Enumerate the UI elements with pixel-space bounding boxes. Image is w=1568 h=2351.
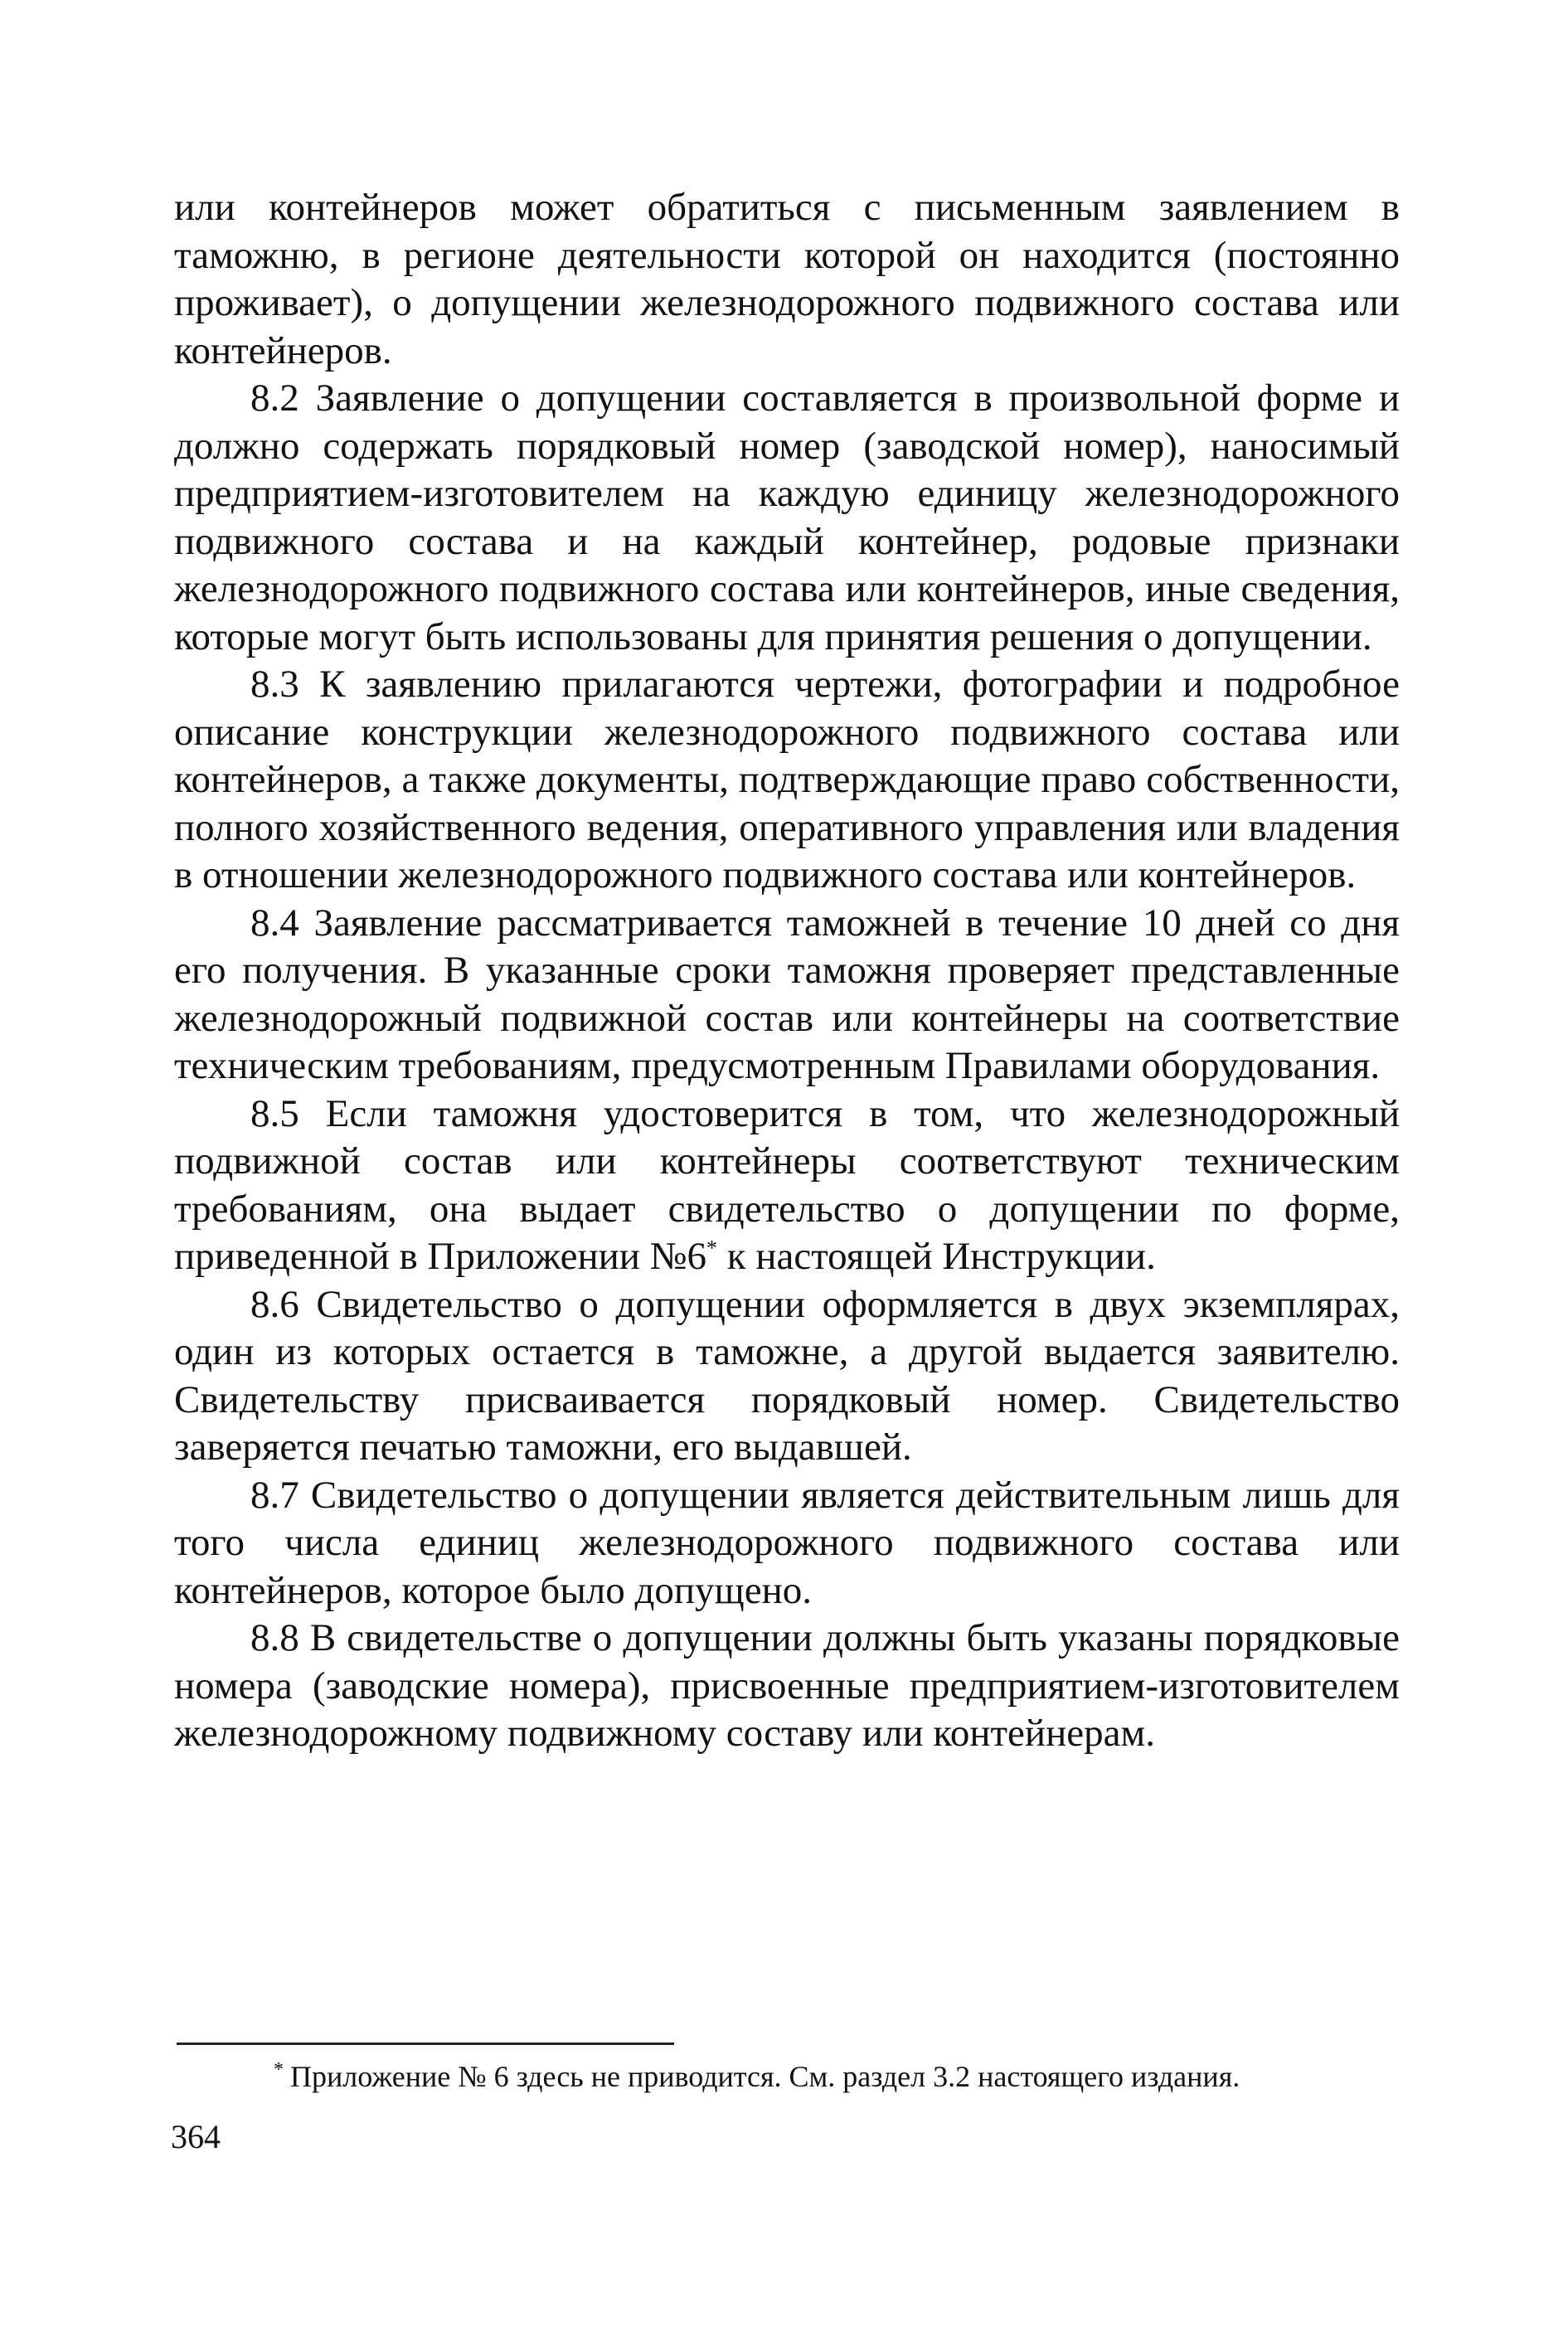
footnote-text: Приложение № 6 здесь не приводится. См. раздел 3.2 настоящего издания. bbox=[290, 2060, 1240, 2093]
paragraph-8-5-text: 8.5 Если таможня удостоверится в том, что железнодорожный подвижной состав или контейнеры соответствуют техническим требованиям, она выдает свидетельство о допущении по форме, приведенной в Приложении №6 bbox=[174, 1091, 1400, 1278]
page-number: 364 bbox=[171, 2118, 221, 2155]
paragraph-8-4: 8.4 Заявление рассматривается таможней в течение 10 дней со дня его получения. В указанные сроки таможня проверяет представленные железнодорожный подвижной состав или контейнеры на соответствие техническим требованиям, предусмотренным Правилами оборудования. bbox=[174, 901, 1400, 1087]
footnote-mark: * bbox=[274, 2059, 284, 2081]
paragraph-8-8: 8.8 В свидетельстве о допущении должны быть указаны порядковые номера (заводские номера), присвоенные предприятием-изготовителем железнодорожному подвижному составу или контейнерам. bbox=[174, 1616, 1400, 1755]
paragraph-8-2: 8.2 Заявление о допущении составляется в произвольной форме и должно содержать порядковый номер (заводской номер), наносимый предприятием-изготовителем на каждую единицу железнодорожного подвижного состава и на каждый контейнер, родовые признаки железнодорожного подвижного состава или контейнеров, иные сведения, которые могут быть использованы для принятия решения о допущении. bbox=[174, 376, 1400, 658]
footnote-divider bbox=[177, 2043, 674, 2045]
paragraph-8-5-tail: к настоящей Инструкции. bbox=[717, 1235, 1156, 1278]
paragraph-continuation: или контейнеров может обратиться с письменным заявлением в таможню, в регионе деятельности которой он находится (постоянно проживает), о допущении железнодорожного подвижного состава или контейнеров. bbox=[174, 186, 1400, 372]
body-text bbox=[174, 184, 1400, 1758]
footnote bbox=[274, 2058, 1435, 2095]
paragraph-8-7: 8.7 Свидетельство о допущении является действительным лишь для того числа единиц железнодорожного подвижного состава или контейнеров, которое было допущено. bbox=[174, 1473, 1400, 1612]
paragraph-8-6: 8.6 Свидетельство о допущении оформляется в двух экземплярах, один из которых остается в таможне, а другой выдается заявителю. Свидетельству присваивается порядковый номер. Свидетельство заверяется печатью таможни, его выдавшей. bbox=[174, 1282, 1400, 1469]
paragraph-8-5 bbox=[174, 1090, 1400, 1281]
footnote-reference: * bbox=[706, 1236, 718, 1261]
paragraph-8-3: 8.3 К заявлению прилагаются чертежи, фотографии и подробное описание конструкции железнодорожного подвижного состава или контейнеров, а также документы, подтверждающие право собственности, полного хозяйственного ведения, оперативного управления или владения в отношении железнодорожного подвижного состава или контейнеров. bbox=[174, 663, 1400, 896]
